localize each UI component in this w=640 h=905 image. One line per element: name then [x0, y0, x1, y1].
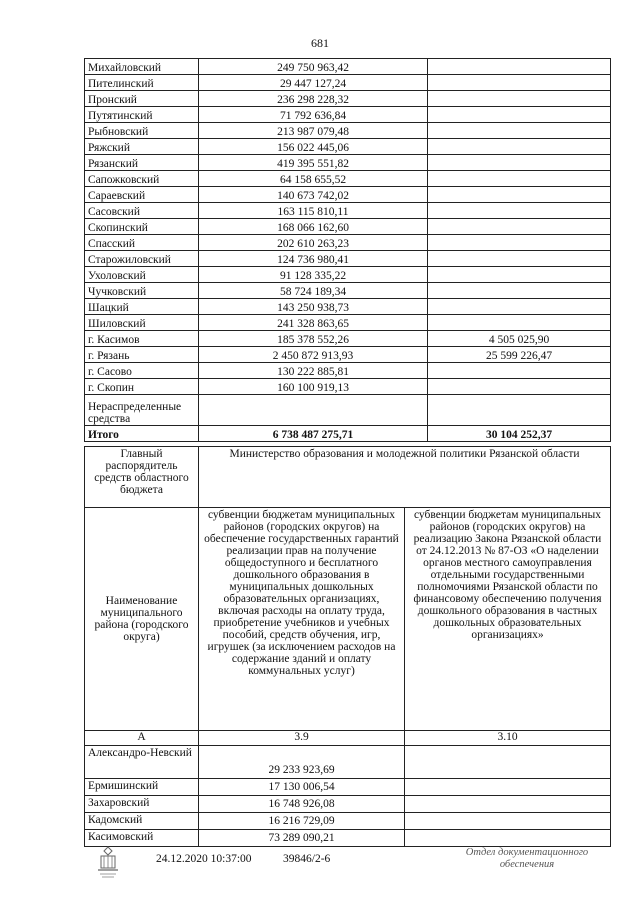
table-row: [85, 123, 611, 139]
row-value: 140 673 742,02: [199, 187, 428, 203]
table-row: [85, 379, 611, 395]
row-name: Касимовский: [85, 830, 199, 847]
row-name: Захаровский: [85, 796, 199, 813]
row-extra: [428, 91, 611, 107]
row-name: Шиловский: [85, 315, 199, 331]
row-extra: [428, 203, 611, 219]
column-header-municipality: Наименование муниципального района (городского округа): [85, 508, 199, 731]
row-name: Пителинский: [85, 75, 199, 91]
table-row: [85, 779, 611, 796]
column-code: А: [85, 731, 199, 746]
row-extra: [428, 395, 611, 426]
row-value: 143 250 938,73: [199, 299, 428, 315]
row-extra: [428, 59, 611, 75]
row-value: 163 115 810,11: [199, 203, 428, 219]
table-row: [85, 796, 611, 813]
row-name: Путятинский: [85, 107, 199, 123]
row-value: 64 158 655,52: [199, 171, 428, 187]
header-budget-manager: Главный распорядитель средств областного бюджета: [85, 447, 199, 508]
row-value: 185 378 552,26: [199, 331, 428, 347]
row-name: Спасский: [85, 235, 199, 251]
row-name: Михайловский: [85, 59, 199, 75]
row-extra: [428, 315, 611, 331]
row-value: 124 736 980,41: [199, 251, 428, 267]
row-value: 419 395 551,82: [199, 155, 428, 171]
row-extra: [428, 107, 611, 123]
table-row: [85, 171, 611, 187]
footer-datetime: 24.12.2020 10:37:00: [156, 853, 252, 865]
department-stamp: Отдел документационного обеспечения: [465, 847, 589, 870]
row-name: Шацкий: [85, 299, 199, 315]
row-name: Итого: [85, 426, 199, 442]
row-extra: [405, 746, 611, 779]
row-extra: [428, 171, 611, 187]
row-extra: [428, 123, 611, 139]
table-row: [85, 746, 611, 779]
table-row: [85, 830, 611, 847]
table-row: [85, 347, 611, 363]
row-name: Скопинский: [85, 219, 199, 235]
row-name: Ермишинский: [85, 779, 199, 796]
row-value: 236 298 228,32: [199, 91, 428, 107]
table-row: [85, 155, 611, 171]
row-extra: 30 104 252,37: [428, 426, 611, 442]
row-extra: [428, 75, 611, 91]
row-value: 6 738 487 275,71: [199, 426, 428, 442]
column-code: 3.10: [405, 731, 611, 746]
row-value: 17 130 006,54: [199, 779, 405, 796]
column-header-subvention-3-9: субвенции бюджетам муниципальных районов (городских округов) на обеспечение государственных гарантий реализации прав на получение общедоступного и бесплатного дошкольного образования в муниципальных дошкольных образовательных организациях, включая расходы на оплату труда, приобретение учебников и учебных пособий, средств обучения, игр, игрушек (за исключением расходов на содержание зданий и оплату коммунальных услуг): [199, 508, 405, 731]
row-value: 58 724 189,34: [199, 283, 428, 299]
table-row: [85, 59, 611, 75]
row-name: Рязанский: [85, 155, 199, 171]
table-row: [85, 363, 611, 379]
table-row: [85, 91, 611, 107]
table-row: [85, 219, 611, 235]
row-extra: [428, 299, 611, 315]
row-value: 29 233 923,69: [199, 746, 405, 779]
table-row: [85, 75, 611, 91]
row-extra: [428, 155, 611, 171]
table-row: [85, 395, 611, 426]
row-name: Чучковский: [85, 283, 199, 299]
column-code-row: [85, 731, 611, 746]
allocation-table-2: [84, 446, 611, 847]
row-name: Нераспределенные средства: [85, 395, 199, 426]
emblem-icon: [95, 845, 121, 879]
table-row: [85, 235, 611, 251]
footer-doc-number: 39846/2-6: [283, 853, 331, 865]
row-extra: [405, 779, 611, 796]
row-value: 16 216 729,09: [199, 813, 405, 830]
row-value: [199, 395, 428, 426]
table-row: [85, 251, 611, 267]
row-value: 73 289 090,21: [199, 830, 405, 847]
table-row: [85, 299, 611, 315]
page-number: 681: [311, 36, 329, 50]
row-value: 249 750 963,42: [199, 59, 428, 75]
row-extra: [428, 219, 611, 235]
row-extra: [428, 267, 611, 283]
table-row: [85, 139, 611, 155]
row-value: 156 022 445,06: [199, 139, 428, 155]
row-name: Сапожковский: [85, 171, 199, 187]
table-header-row: [85, 447, 611, 508]
row-value: 160 100 919,13: [199, 379, 428, 395]
row-extra: [428, 283, 611, 299]
table-row: [85, 267, 611, 283]
row-name: г. Сасово: [85, 363, 199, 379]
row-name: Сасовский: [85, 203, 199, 219]
row-name: Александро-Невский: [85, 746, 199, 779]
row-value: 202 610 263,23: [199, 235, 428, 251]
column-header-subvention-3-10: субвенции бюджетам муниципальных районов (городских округов) на реализацию Закона Рязанской области от 24.12.2013 № 87-ОЗ «О наделении органов местного самоуправления отдельными государственными полномочиями Рязанской области по финансовому обеспечению получения дошкольного образования в частных дошкольных образовательных организациях»: [405, 508, 611, 731]
header-ministry: Министерство образования и молодежной политики Рязанской области: [199, 447, 611, 508]
row-extra: [428, 363, 611, 379]
row-name: Пронский: [85, 91, 199, 107]
row-name: г. Рязань: [85, 347, 199, 363]
table-row: [85, 315, 611, 331]
row-name: Ухоловский: [85, 267, 199, 283]
row-value: 241 328 863,65: [199, 315, 428, 331]
row-value: 2 450 872 913,93: [199, 347, 428, 363]
row-extra: [428, 235, 611, 251]
table-row: [85, 283, 611, 299]
table-row: [85, 426, 611, 442]
row-value: 168 066 162,60: [199, 219, 428, 235]
row-extra: [405, 796, 611, 813]
row-name: Сараевский: [85, 187, 199, 203]
table-row: [85, 107, 611, 123]
row-name: Старожиловский: [85, 251, 199, 267]
row-name: Кадомский: [85, 813, 199, 830]
row-extra: [428, 187, 611, 203]
row-extra: [428, 139, 611, 155]
table-row: [85, 331, 611, 347]
column-code: 3.9: [199, 731, 405, 746]
table-row: [85, 813, 611, 830]
row-value: 71 792 636,84: [199, 107, 428, 123]
row-extra: 4 505 025,90: [428, 331, 611, 347]
row-value: 16 748 926,08: [199, 796, 405, 813]
row-extra: [428, 379, 611, 395]
row-name: г. Скопин: [85, 379, 199, 395]
row-name: Ряжский: [85, 139, 199, 155]
row-value: 91 128 335,22: [199, 267, 428, 283]
table-row: [85, 187, 611, 203]
table-row: [85, 203, 611, 219]
row-name: Рыбновский: [85, 123, 199, 139]
row-value: 29 447 127,24: [199, 75, 428, 91]
row-value: 130 222 885,81: [199, 363, 428, 379]
allocation-table-1: [84, 58, 611, 442]
row-name: г. Касимов: [85, 331, 199, 347]
row-extra: [428, 251, 611, 267]
row-value: 213 987 079,48: [199, 123, 428, 139]
row-extra: 25 599 226,47: [428, 347, 611, 363]
row-extra: [405, 830, 611, 847]
table-column-header-row: [85, 508, 611, 731]
row-extra: [405, 813, 611, 830]
